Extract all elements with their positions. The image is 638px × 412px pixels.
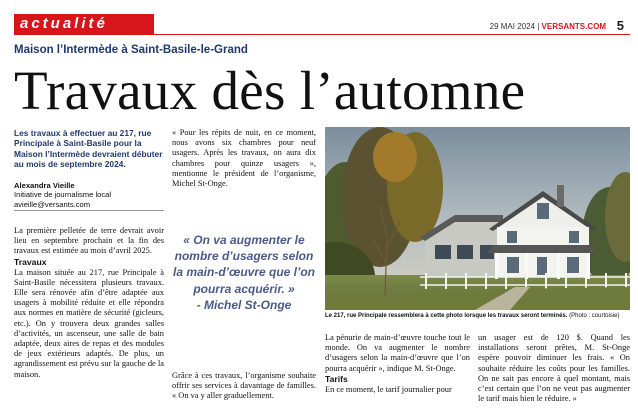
- column-2-bottom: [172, 371, 316, 402]
- tarifs-paragraph: En ce moment, le tarif journalier pour: [325, 384, 452, 394]
- pull-quote-text: « On va augmenter le nombre d’usagers selon la main-d’œuvre que l’on pourra acquérir. »: [172, 233, 315, 296]
- quote-paragraph: « Pour les répits de nuit, en ce moment, nous avons six chambres pour neuf usagers. Après les travaux, on aura dix chambres pour quinze usagers », mentionne le président de l’organisme, Michel St-Onge.: [172, 128, 316, 189]
- article-lede: Les travaux à effectuer au 217, rue Principale à Saint-Basile pour la Maison l’Intermède devraient débuter au mois de septembre 2024.: [14, 128, 163, 170]
- pull-quote: [172, 232, 316, 313]
- column-2-top: [172, 128, 316, 189]
- travaux-paragraph: La maison située au 217, rue Principale à Saint-Basile nécessitera plusieurs travaux. Elle sera rénovée afin d’être adaptée aux usagers à mobilité réduite et elle répondra aux normes en matière de sécurité (gicleurs, etc.). On y trouvera deux grandes salles d’activités, un ascenseur, une salle de bain adaptée, deux aires de repas et des modules de jeux extérieurs adaptés. De plus, un agrandissement est prévu sur la gauche de la maison.: [14, 267, 164, 379]
- column-4: [478, 333, 630, 404]
- byline: [14, 181, 164, 209]
- article-headline: Travaux dès l’automne: [14, 60, 526, 121]
- column-3: [325, 333, 470, 395]
- section-label: actualité: [14, 14, 154, 34]
- article-photo: [325, 127, 630, 310]
- dateline: [490, 22, 606, 31]
- photo-caption: [325, 312, 630, 320]
- tarifs-continued-paragraph: un usager est de 120 $. Quand les installations seront prêtes, M. St-Onge espère pouvoir diminuer les frais. « On souhaite réduire les coûts pour les familles. On ne sait pas encore à quel montant, mais c’est certain que l’on ne veut pas augmenter le tarif mais bien le réduire. »: [478, 333, 630, 404]
- header-rule: [14, 34, 630, 35]
- subhead-travaux: Travaux: [14, 256, 47, 267]
- author-role: Initiative de journalisme local: [14, 190, 112, 200]
- subhead-tarifs: Tarifs: [325, 373, 348, 384]
- intro-paragraph: La première pelletée de terre devrait avoir lieu en septembre prochain et la fin des travaux est estimée au mois d’avril 2025.: [14, 226, 164, 256]
- services-paragraph: Grâce à ces travaux, l’organisme souhaite offrir ses services à davantage de familles. « On va y aller graduellement.: [172, 371, 316, 401]
- column-1: [14, 226, 164, 380]
- dateline-separator: |: [537, 22, 540, 31]
- page-number: 5: [616, 18, 624, 33]
- article-kicker: Maison l’Intermède à Saint-Basile-le-Grand: [14, 44, 248, 56]
- author-email[interactable]: avieille@versants.com: [14, 199, 91, 209]
- author-name: Alexandra Vieille: [14, 181, 75, 190]
- site-name: VERSANTS.COM: [541, 22, 606, 31]
- penurie-paragraph: La pénurie de main-d’œuvre touche tout le monde. On va augmenter le nombre d’usagers selon la main-d’œuvre que l’on pourra acquérir », indique M. St-Onge.: [325, 333, 470, 373]
- issue-date: 29 MAI 2024: [489, 22, 535, 31]
- caption-credit: (Photo : courtoisie): [569, 313, 620, 319]
- caption-text: Le 217, rue Principale ressemblera à cette photo lorsque les travaux seront terminés.: [325, 313, 568, 319]
- byline-rule: [14, 210, 164, 211]
- pull-quote-author: - Michel St-Onge: [196, 297, 292, 312]
